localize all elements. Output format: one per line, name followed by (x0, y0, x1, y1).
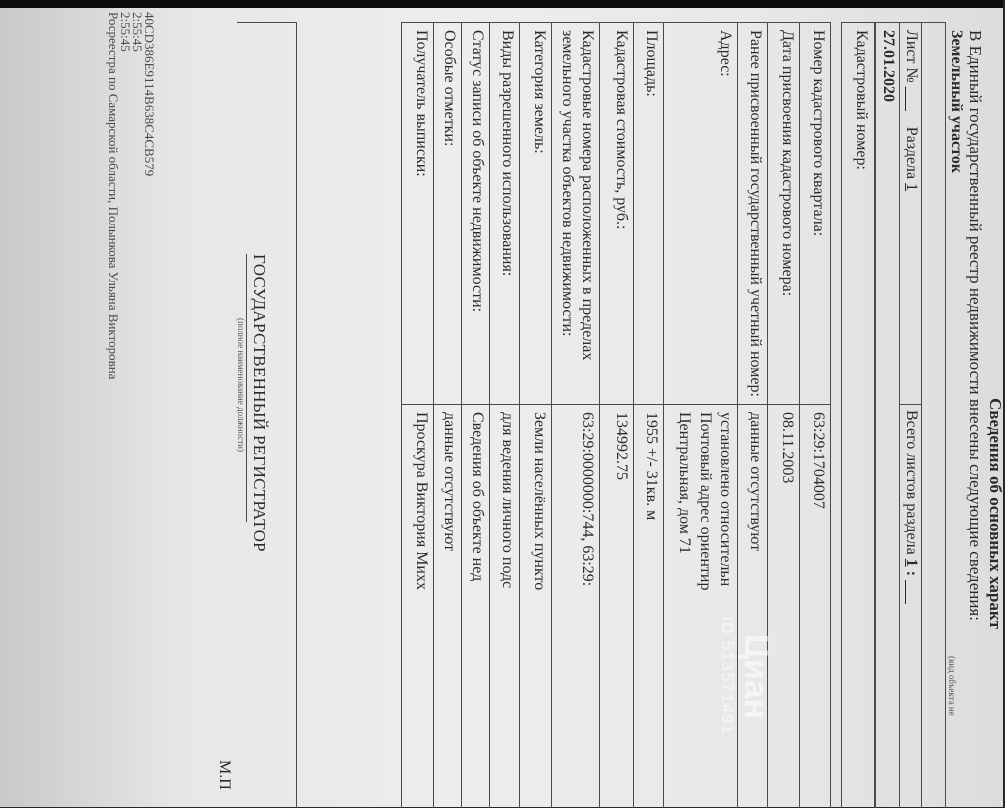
rule (600, 404, 634, 405)
rule (634, 404, 664, 405)
rule (900, 404, 922, 405)
registrar-hint: (полное наименование должности) (236, 318, 246, 452)
rule (663, 22, 664, 808)
rule (921, 22, 922, 808)
document-heading: Сведения об основных характ (986, 398, 1005, 630)
object-type-hint: (вид объекта не (947, 656, 957, 716)
row-label: земельного участка объектов недвижимости: (559, 30, 576, 337)
rule (899, 22, 900, 808)
row-label: Площадь: (643, 30, 660, 97)
rule (462, 22, 490, 23)
row-value: установлено относительн (717, 412, 734, 587)
total-sheets-number: 1 (903, 558, 920, 567)
rule (875, 22, 876, 808)
rule (768, 404, 800, 405)
rule (664, 404, 738, 405)
row-value: 63:29:1704007 (810, 412, 827, 509)
sheet-label: Лист № (903, 30, 920, 83)
rule (664, 22, 738, 23)
rule (634, 22, 664, 23)
document-date: 27.01.2020 (880, 30, 897, 102)
total-sheets-label: Всего листов раздела (903, 410, 920, 555)
rule (876, 22, 946, 23)
rule (738, 404, 768, 405)
row-value: Сведения об объекте нед (469, 412, 486, 582)
section-label: Раздела (903, 126, 920, 180)
seal-label: М.П (216, 760, 233, 790)
row-value: данные отсутствуют (441, 412, 458, 552)
row-label: Кадастровая стоимость, руб.: (613, 30, 630, 230)
cadastral-number-label: Кадастровый номер: (853, 30, 870, 170)
rule (434, 404, 462, 405)
object-type: Земельный участок (948, 30, 965, 173)
row-value: Центральная, дом 71 (676, 412, 693, 554)
sheet-blank: ___ (903, 86, 920, 111)
rule (489, 22, 490, 808)
rule (841, 22, 842, 808)
row-value: 134992.75 (613, 412, 630, 480)
signature-time: 2:55:45 (118, 12, 133, 52)
signature-owner: Росреестра по Самарской области, Полынкова Ульяна Викторовна (106, 12, 121, 380)
signature-code: 40CD386E9114B638C4CB579 (142, 12, 157, 177)
row-value: Земли населённых пункто (531, 412, 548, 591)
rule (799, 22, 800, 808)
rule (461, 22, 462, 808)
row-label: Адрес: (717, 30, 734, 77)
rule (874, 22, 875, 808)
rule (830, 22, 831, 808)
rule (945, 22, 946, 808)
rule (246, 254, 247, 522)
rule (768, 22, 800, 23)
total-sheets-blank: ___ (903, 580, 920, 605)
total-sheets (902, 410, 920, 604)
rule (600, 22, 634, 23)
row-label: Ранее присвоенный государственный учетный номер: (747, 30, 764, 397)
rule (237, 22, 297, 23)
row-value: 08.11.2003 (779, 412, 796, 484)
row-label: Кадастровые номера расположенных в пределах (579, 30, 596, 361)
row-label: Получатель выписки: (413, 30, 430, 177)
rule (633, 22, 634, 808)
rule (552, 22, 600, 23)
rule (800, 22, 831, 23)
total-sheets-colon: : (903, 570, 920, 577)
rule (520, 22, 552, 23)
watermark-logo: Циан (737, 634, 775, 720)
rule (401, 22, 402, 808)
rule (490, 22, 520, 23)
row-value: данные отсутствуют (747, 412, 764, 552)
row-label: Виды разрешенного использования: (499, 30, 516, 277)
row-value: Почтовый адрес ориентир (697, 412, 714, 591)
rule (552, 404, 600, 405)
rule (551, 22, 552, 808)
row-label: Номер кадастрового квартала: (810, 30, 827, 237)
rule (402, 22, 434, 23)
row-label: Категория земель: (531, 30, 548, 154)
row-label: Особые отметки: (441, 30, 458, 147)
intro-text: В Единый государственный реестр недвижимости внесены следующие сведения: (966, 30, 985, 621)
section-number: 1 (903, 183, 920, 192)
rule (490, 404, 520, 405)
rule (519, 22, 520, 808)
row-label: Дата присвоения кадастрового номера: (779, 30, 796, 297)
row-value: 63:29:0000000:744, 63:29: (579, 412, 596, 587)
signature-block (107, 12, 155, 379)
rule (434, 22, 462, 23)
signature-time: 2:55:45 (130, 12, 145, 52)
registrar-title: ГОСУДАРСТВЕННЫЙ РЕГИСТРАТОР (250, 254, 269, 552)
rule (800, 404, 831, 405)
rule (520, 404, 552, 405)
row-value: 1955 +/- 31кв. м (643, 412, 660, 521)
rule (462, 404, 490, 405)
document-page (0, 8, 1003, 808)
rule (599, 22, 600, 808)
rule (296, 22, 297, 808)
row-label: Статус записи об объекте недвижимости: (469, 30, 486, 313)
sheet-number (902, 30, 920, 191)
rule (738, 22, 768, 23)
rule (433, 22, 434, 808)
watermark-id: ID 513571491 (718, 616, 737, 735)
row-value: Проскура Виктория Михх (413, 412, 430, 590)
rule (402, 404, 434, 405)
document-paper (0, 8, 1003, 807)
rule (842, 22, 875, 23)
row-value: для ведения личного подс (499, 412, 516, 589)
